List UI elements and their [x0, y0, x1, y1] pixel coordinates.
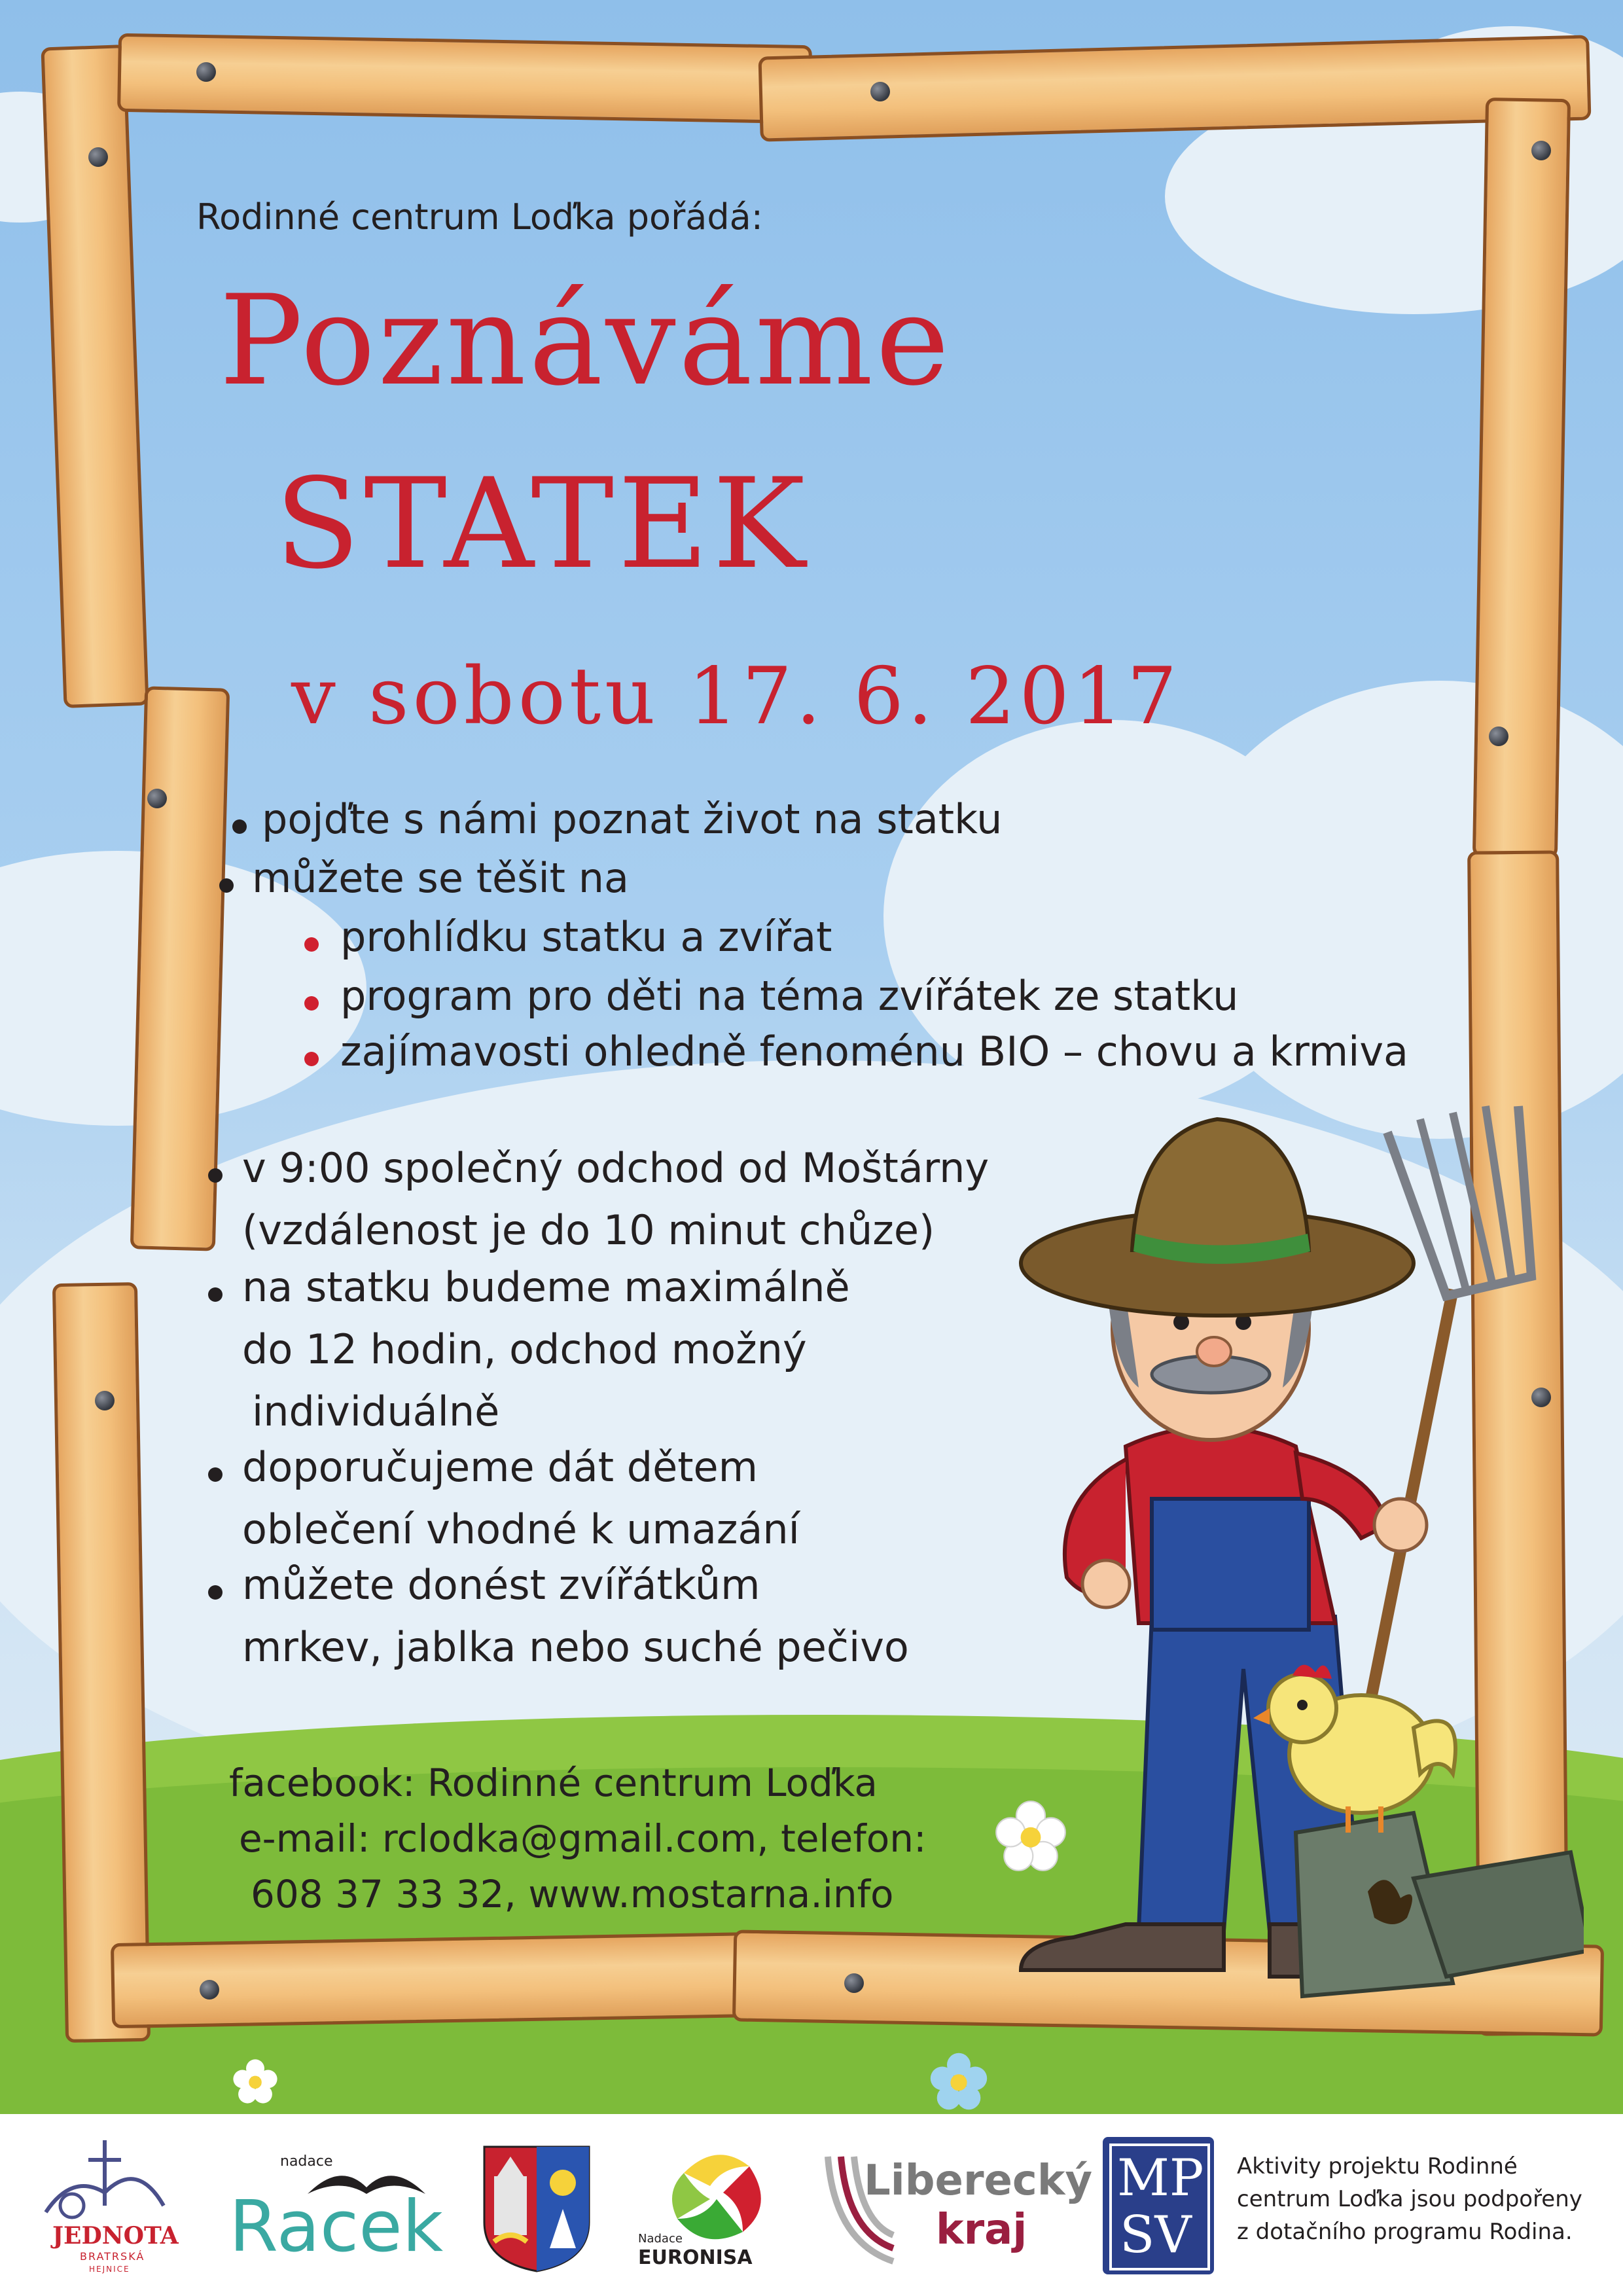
info-stay: individuálně	[252, 1388, 500, 1435]
logo-euronisa-small: Nadace	[638, 2232, 683, 2246]
bullet-dot	[232, 819, 247, 834]
support-note-line: z dotačního programu Rodina.	[1237, 2219, 1573, 2245]
contact-facebook: facebook: Rodinné centrum Loďka	[229, 1761, 878, 1805]
bullet-dot	[208, 1467, 223, 1482]
logo-mpsv-bottom: SV	[1120, 2206, 1192, 2265]
euronisa-swirl-icon	[664, 2147, 769, 2245]
church-cross-icon	[33, 2134, 177, 2225]
title-line-1: Poznáváme	[219, 268, 952, 413]
logo-kraj-text: kraj	[936, 2206, 1027, 2254]
contact-email: e-mail: rclodka@gmail.com, telefon:	[239, 1816, 927, 1861]
intro-bullet: pojďte s námi poznat život na statku	[262, 795, 1003, 843]
contact-phone-web: 608 37 33 32, www.mostarna.info	[251, 1872, 894, 1916]
info-departure: v 9:00 společný odchod od Moštárny	[242, 1144, 990, 1192]
bullet-dot-red	[304, 937, 319, 952]
bullet-dot	[208, 1585, 223, 1600]
date-line: v sobotu 17. 6. 2017	[291, 651, 1181, 742]
logo-jednota-city: HEJNICE	[89, 2265, 130, 2274]
info-food: mrkev, jablka nebo suché pečivo	[242, 1623, 909, 1671]
logo-liberecky-text: Liberecký	[864, 2157, 1093, 2205]
logo-jednota-text: JEDNOTA	[52, 2222, 179, 2250]
logo-euronisa	[638, 2147, 782, 2278]
logo-euronisa-text: EURONISA	[638, 2246, 753, 2269]
organizer-line: Rodinné centrum Loďka pořádá:	[196, 196, 763, 238]
logo-mpsv-top: MP	[1117, 2149, 1204, 2208]
bullet-dot	[208, 1168, 223, 1183]
info-clothes: oblečení vhodné k umazání	[242, 1505, 800, 1553]
info-clothes: doporučujeme dát dětem	[242, 1443, 758, 1491]
logo-liberecky-kraj	[821, 2150, 1093, 2274]
logo-racek-small: nadace	[280, 2153, 333, 2170]
logo-jednota-sub: BRATRSKÁ	[80, 2250, 145, 2263]
info-stay: do 12 hodin, odchod možný	[242, 1325, 807, 1373]
sub-bullet: prohlídku statku a zvířat	[340, 913, 832, 961]
logo-racek-text: Racek	[229, 2186, 444, 2268]
info-stay: na statku budeme maximálně	[242, 1263, 850, 1311]
logo-jednota	[33, 2134, 177, 2278]
sub-bullet: program pro děti na téma zvířátek ze statku	[340, 972, 1239, 1020]
logo-racek	[229, 2153, 445, 2271]
bullet-dot-red	[304, 1052, 319, 1066]
sub-bullet: zajímavosti ohledně fenoménu BIO – chovu a krmiva	[340, 1028, 1409, 1075]
title-line-2: STATEK	[275, 452, 810, 596]
support-note-line: Aktivity projektu Rodinné	[1237, 2153, 1518, 2179]
info-food: můžete donést zvířátkům	[242, 1561, 760, 1609]
bullet-dot-red	[304, 996, 319, 1011]
coat-of-arms-icon	[481, 2144, 592, 2274]
intro-bullet: můžete se těšit na	[252, 854, 629, 902]
logo-mpsv	[1103, 2137, 1214, 2274]
info-departure-note: (vzdálenost je do 10 minut chůze)	[242, 1206, 935, 1254]
bullet-dot	[219, 878, 234, 893]
support-note-line: centrum Loďka jsou podpořeny	[1237, 2186, 1582, 2212]
sponsor-footer	[0, 2114, 1623, 2296]
bullet-dot	[208, 1287, 223, 1302]
